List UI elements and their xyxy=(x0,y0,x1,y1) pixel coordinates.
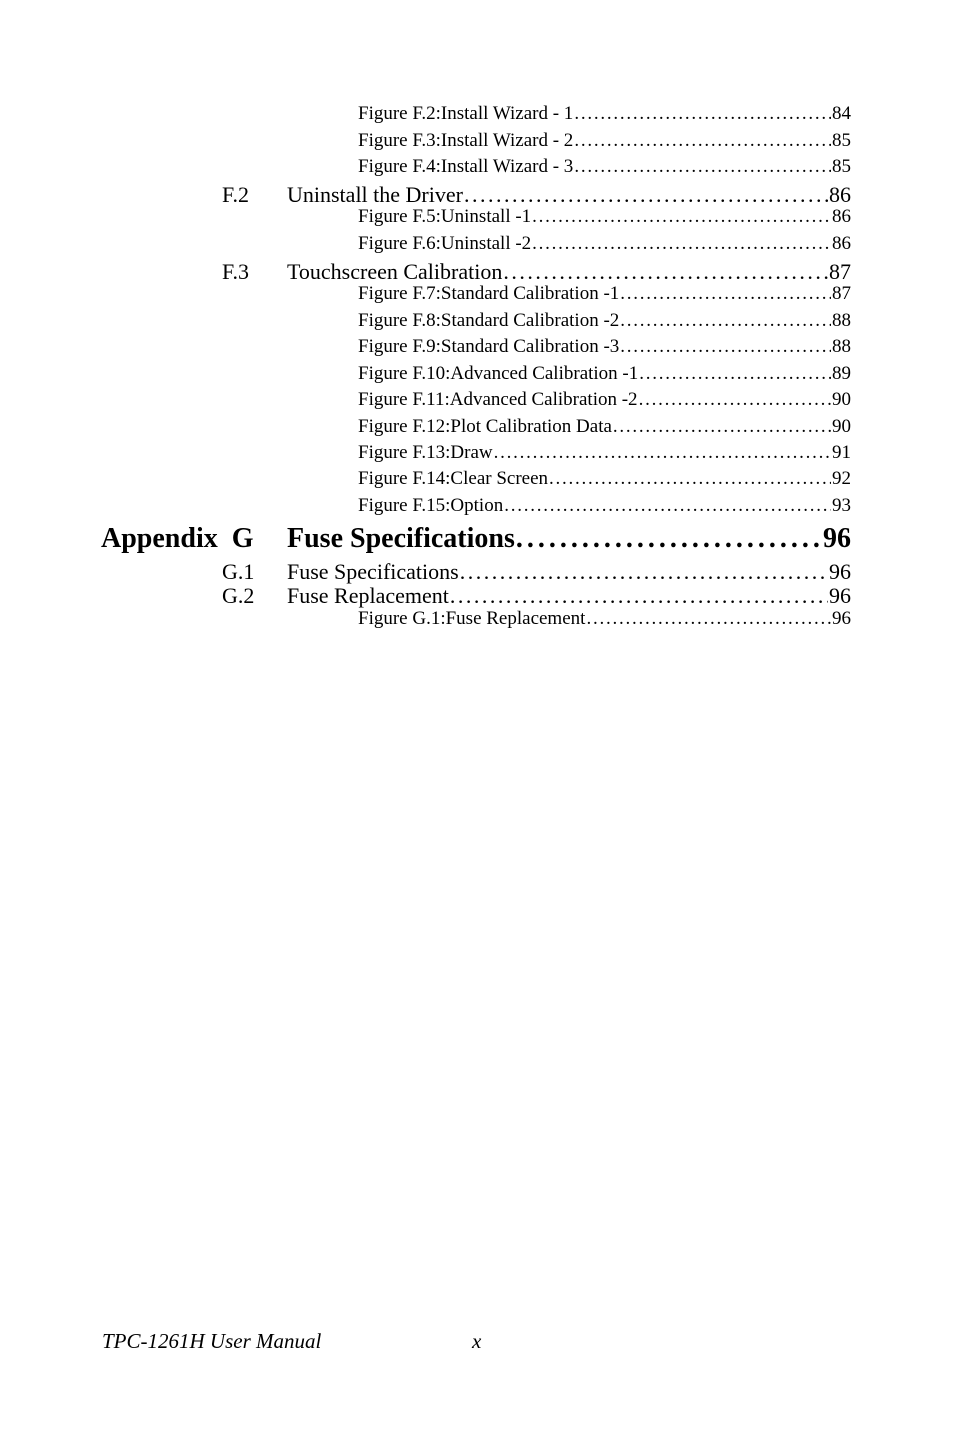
dot-leader xyxy=(549,468,831,490)
toc-entry-title: Figure F.7:Standard Calibration -1 xyxy=(358,283,620,304)
toc-entry-title: Fuse Specifications xyxy=(287,559,459,584)
toc-entry-page: 86 xyxy=(829,182,851,207)
dot-leader xyxy=(464,182,828,208)
toc-section-number: F.2 xyxy=(222,182,249,207)
dot-leader xyxy=(574,103,831,125)
toc-figure-entry[interactable] xyxy=(358,468,851,492)
dot-leader xyxy=(639,389,831,411)
toc-figure-entry[interactable] xyxy=(358,495,851,519)
toc-figure-entry[interactable] xyxy=(358,233,851,257)
toc-figure-entry[interactable] xyxy=(358,283,851,307)
toc-entry-page: 92 xyxy=(832,468,851,489)
toc-figure-entry[interactable] xyxy=(358,442,851,466)
toc-entry-title: Uninstall the Driver xyxy=(287,182,463,207)
toc-entry-page: 90 xyxy=(832,389,851,410)
toc-section-number: G.1 xyxy=(222,559,255,584)
toc-entry-title: Fuse Specifications xyxy=(287,523,515,554)
toc-entry-page: 93 xyxy=(832,495,851,516)
toc-entry-page: 88 xyxy=(832,336,851,357)
toc-entry-page: 96 xyxy=(823,523,851,554)
toc-figure-entry[interactable] xyxy=(358,310,851,334)
dot-leader xyxy=(516,523,822,555)
toc-entry-page: 86 xyxy=(832,233,851,254)
toc-entry-title: Figure F.11:Advanced Calibration -2 xyxy=(358,389,638,410)
footer-page-number: x xyxy=(472,1329,482,1353)
dot-leader xyxy=(620,336,831,358)
toc-entry-title: Figure F.12:Plot Calibration Data xyxy=(358,416,612,437)
toc-entry-title: Figure F.13:Draw xyxy=(358,442,493,463)
toc-section-entry[interactable] xyxy=(222,583,851,609)
toc-section-number: G.2 xyxy=(222,583,255,608)
toc-entry-page: 90 xyxy=(832,416,851,437)
toc-entry-title: Figure G.1:Fuse Replacement xyxy=(358,608,586,629)
dot-leader xyxy=(494,442,831,464)
dot-leader xyxy=(639,363,831,385)
toc-entry-title: Figure F.9:Standard Calibration -3 xyxy=(358,336,620,357)
toc-entry-page: 91 xyxy=(832,442,851,463)
dot-leader xyxy=(613,416,831,438)
dot-leader xyxy=(532,233,831,255)
toc-entry-title: Figure F.15:Option xyxy=(358,495,504,516)
toc-entry-page: 89 xyxy=(832,363,851,384)
toc-entry-title: Figure F.6:Uninstall -2 xyxy=(358,233,532,254)
toc-section-entry[interactable] xyxy=(222,259,851,285)
toc-entry-title: Figure F.4:Install Wizard - 3 xyxy=(358,156,574,177)
toc-entry-title: Figure F.5:Uninstall -1 xyxy=(358,206,532,227)
toc-entry-page: 96 xyxy=(829,583,851,608)
toc-figure-entry[interactable] xyxy=(358,336,851,360)
dot-leader xyxy=(460,559,828,585)
toc-section-number: F.3 xyxy=(222,259,249,284)
dot-leader xyxy=(620,283,831,305)
toc-figure-entry[interactable] xyxy=(358,416,851,440)
dot-leader xyxy=(620,310,831,332)
toc-entry-title: Figure F.8:Standard Calibration -2 xyxy=(358,310,620,331)
toc-figure-entry[interactable] xyxy=(358,103,851,127)
toc-entry-title: Figure F.10:Advanced Calibration -1 xyxy=(358,363,639,384)
toc-entry-page: 85 xyxy=(832,130,851,151)
toc-appendix-number: Appendix G xyxy=(101,523,254,554)
toc-entry-page: 87 xyxy=(832,283,851,304)
toc-entry-title: Figure F.3:Install Wizard - 2 xyxy=(358,130,574,151)
toc-figure-entry[interactable] xyxy=(358,389,851,413)
toc-figure-entry[interactable] xyxy=(358,608,851,632)
toc-entry-page: 85 xyxy=(832,156,851,177)
toc-figure-entry[interactable] xyxy=(358,206,851,230)
toc-entry-page: 96 xyxy=(832,608,851,629)
toc-entry-page: 87 xyxy=(829,259,851,284)
toc-entry-title: Fuse Replacement xyxy=(287,583,449,608)
toc-figure-entry[interactable] xyxy=(358,363,851,387)
toc-figure-entry[interactable] xyxy=(358,156,851,180)
toc-appendix-entry[interactable] xyxy=(101,523,851,557)
dot-leader xyxy=(574,156,831,178)
toc-entry-title: Figure F.2:Install Wizard - 1 xyxy=(358,103,574,124)
dot-leader xyxy=(532,206,831,228)
dot-leader xyxy=(503,259,828,285)
toc-entry-page: 88 xyxy=(832,310,851,331)
toc-entry-page: 96 xyxy=(829,559,851,584)
toc-section-entry[interactable] xyxy=(222,182,851,208)
dot-leader xyxy=(586,608,831,630)
footer-manual-title: TPC-1261H User Manual xyxy=(102,1329,322,1353)
toc-section-entry[interactable] xyxy=(222,559,851,585)
dot-leader xyxy=(450,583,828,609)
toc-figure-entry[interactable] xyxy=(358,130,851,154)
toc-entry-page: 84 xyxy=(832,103,851,124)
dot-leader xyxy=(574,130,831,152)
toc-entry-title: Figure F.14:Clear Screen xyxy=(358,468,549,489)
toc-entry-page: 86 xyxy=(832,206,851,227)
toc-entry-title: Touchscreen Calibration xyxy=(287,259,503,284)
dot-leader xyxy=(504,495,831,517)
